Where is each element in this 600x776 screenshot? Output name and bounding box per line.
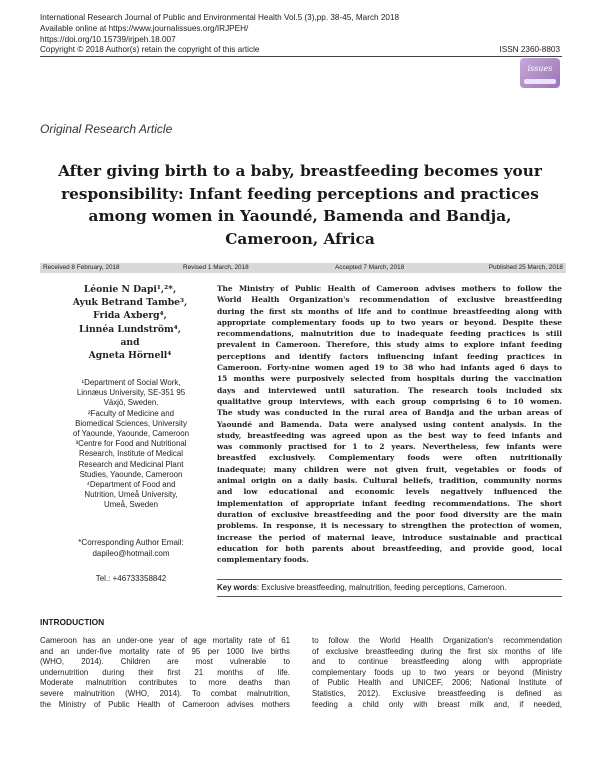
title-line: among women in Yaoundé, Bamenda and Bandja, [88,207,512,225]
author: Ayuk Betrand Tambe³, [72,297,188,309]
body-line: severe malnutrition (WHO, 2014). To combat malnutrition, [40,688,290,698]
correspondence-label: *Corresponding Author Email: [78,538,184,547]
body-line: and an under-five mortality rate of 95 per 1000 live births [40,646,290,656]
intro-right-column [312,636,562,710]
body-line: to follow the World Health Organization's recommendation [312,636,562,645]
affiliations [56,378,206,511]
revised-date: Revised 1 March, 2018 [183,264,249,271]
affiliation-line: Umeå, Sweden [104,500,158,510]
abstract-line: perceptions and identify factors influencing infant feeding practices in [217,351,562,361]
body-line: the Ministry of Public Health of Cameroon advises mothers [40,699,290,709]
abstract-line: study, breastfeeding was agreed upon as the best way to feed infants and [217,430,562,440]
article-type: Original Research Article [40,122,173,136]
intro-left-column [40,636,290,710]
affiliation-line: Biomedical Sciences, University [75,418,187,428]
affiliation-line: ²Faculty of Medicine and [88,408,174,418]
abstract-line: implementation of appropriate infant feeding recommendations. The short [217,498,562,508]
abstract-line: duration of exclusive breastfeeding and the poor food diversity are the main [217,509,562,519]
body-line: feeding a child only with breast milk and, if needed, [312,699,562,709]
title-line: Cameroon, Africa [225,229,375,248]
affiliation-line: ⁴Department of Food and [86,480,176,490]
abstract [217,283,562,565]
correspondence [56,538,206,559]
keywords-text: : Exclusive breastfeeding, malnutrition, feeding perceptions, Cameroon. [256,583,507,592]
dates-bar [40,263,566,273]
body-line: complementary foods up to two years or beyond (Ministry [312,667,562,677]
journal-header [40,13,560,56]
logo-bar [524,79,556,84]
abstract-line: and low educational and economic levels negatively influenced the [217,487,562,497]
telephone: Tel.: +46733358842 [95,574,167,583]
abstract-line: increase the period of maternal leave, introduce sustainable and practical [217,532,562,542]
keywords-bottom-rule [217,596,562,597]
logo-text: issues [527,64,553,73]
affiliation-line: Studies, Yaounde, Cameroon [79,469,183,479]
title-line: After giving birth to a baby, breastfeeding becomes your [58,162,542,180]
journal-citation: International Research Journal of Public and Environmental Health Vol.5 (3),pp. 38-45, March 2018 [40,13,400,22]
author: Linnéa Lundström⁴, [79,323,181,335]
abstract-line: problems. In response, it is necessary to strengthen the protection of women, [217,521,562,531]
introduction-heading: INTRODUCTION [40,617,105,627]
body-line: Moderate malnutrition contributes to more deaths than [40,678,290,688]
header-divider [40,56,562,57]
affiliation-line: Nutrition, Umeå University, [84,490,178,500]
abstract-line: animal origin on a daily basis. Cultural beliefs, tradition, community norms [217,476,562,486]
affiliation-line: Växjö, Sweden. [103,398,159,408]
keywords-label: Key words [217,583,257,592]
body-line: (WHO, 2014). Children are most vulnerable to [40,657,290,667]
affiliation-line: Research, Institute of Medical [79,449,183,459]
abstract-line: prevalent in Cameroon. Therefore, this study aims to explore infant feeding [217,340,562,350]
abstract-line: recommendations, malnutrition due to inadequate feeding practices is still [217,329,562,339]
author: Agneta Hörnell⁴ [88,350,172,362]
article-title [50,160,550,250]
body-line: Statistics, 2012). Exclusive breastfeeding is defined as [312,688,562,698]
title-line: responsibility: Infant feeding perceptions and practices [61,184,539,203]
body-line: of exclusive breastfeeding during the first six months of life [312,646,562,656]
affiliation-line: of Yaounde, Yaounde, Cameroon [72,429,190,439]
abstract-line: during the first six months of life and to continue breastfeeding along with [217,306,562,316]
affiliation-line: Research and Medicinal Plant [78,459,184,469]
body-line: of Public Health and UNICEF, 2006; National Institute of [312,678,562,688]
journal-url[interactable]: Available online at https://www.journalissues.org/IRJPEH/ [40,23,249,33]
accepted-date: Accepted 7 March, 2018 [335,264,405,271]
author: Frida Axberg⁴, [93,310,167,322]
body-line: Cameroon has an under-one year of age mortality rate of 61 [40,636,290,645]
abstract-line: breastfed exclusively. Complementary foods were often nutritionally [217,453,562,463]
body-line: and to continue breastfeeding along with appropriate [312,657,562,667]
abstract-line: Yaoundé and Bamenda. Data were analysed using content analysis. In the [217,419,562,429]
affiliation-line: ¹Department of Social Work, [81,378,181,387]
keywords [217,583,562,592]
abstract-line: The study was conducted in the rural area of Bandja and the urban areas of [217,408,562,418]
abstract-line: qualitative group interviews, with each group comprising 6 to 10 women. [217,396,562,406]
published-date: Published 25 March, 2018 [488,264,563,271]
abstract-line: education for both parents about breastfeeding, and provide good, local [217,543,562,553]
abstract-line: complementary foods. [217,555,309,565]
received-date: Received 8 February, 2018 [43,264,120,271]
copyright-notice: Copyright © 2018 Author(s) retain the copyright of this article [40,45,260,55]
abstract-line: Cameroon. Forty-nine women aged 19 to 38 who had infants aged 6 days to [217,363,562,373]
abstract-line: The Ministry of Public Health of Cameroon advises mothers to follow the [217,284,562,293]
abstract-line: inadequate; many children were not given fruit, vegetables or foods of [217,464,562,474]
author: Léonie N Dapi¹,²*, [83,284,177,295]
correspondence-email[interactable]: dapileo@hotmail.com [92,548,170,558]
abstract-line: was commonly practised for 1 to 2 years. Nevertheless, few infants were [217,442,562,452]
abstract-line: World Health Organization's recommendation of exclusive breastfeeding [217,295,562,305]
journal-logo [520,58,560,88]
author-list [60,283,200,362]
issn: ISSN 2360-8803 [499,45,560,54]
affiliation-line: Linnæus University, SE-351 95 [76,388,186,398]
abstract-line: 15 months were purposively selected from hospitals during the vaccination [217,374,562,384]
body-line: undernutrition during their first 21 months of life. [40,667,290,677]
doi-link[interactable]: https://doi.org/10.15739/irjpeh.18.007 [40,34,176,44]
author-conjunction: and [120,336,140,348]
affiliation-line: ³Centre for Food and Nutritional [75,439,187,449]
abstract-line: appropriate complementary foods up to two years or beyond. Despite these [217,317,562,327]
keywords-top-rule [217,579,562,580]
abstract-line: days and interviewed until saturation. The research tools included six [217,385,562,395]
